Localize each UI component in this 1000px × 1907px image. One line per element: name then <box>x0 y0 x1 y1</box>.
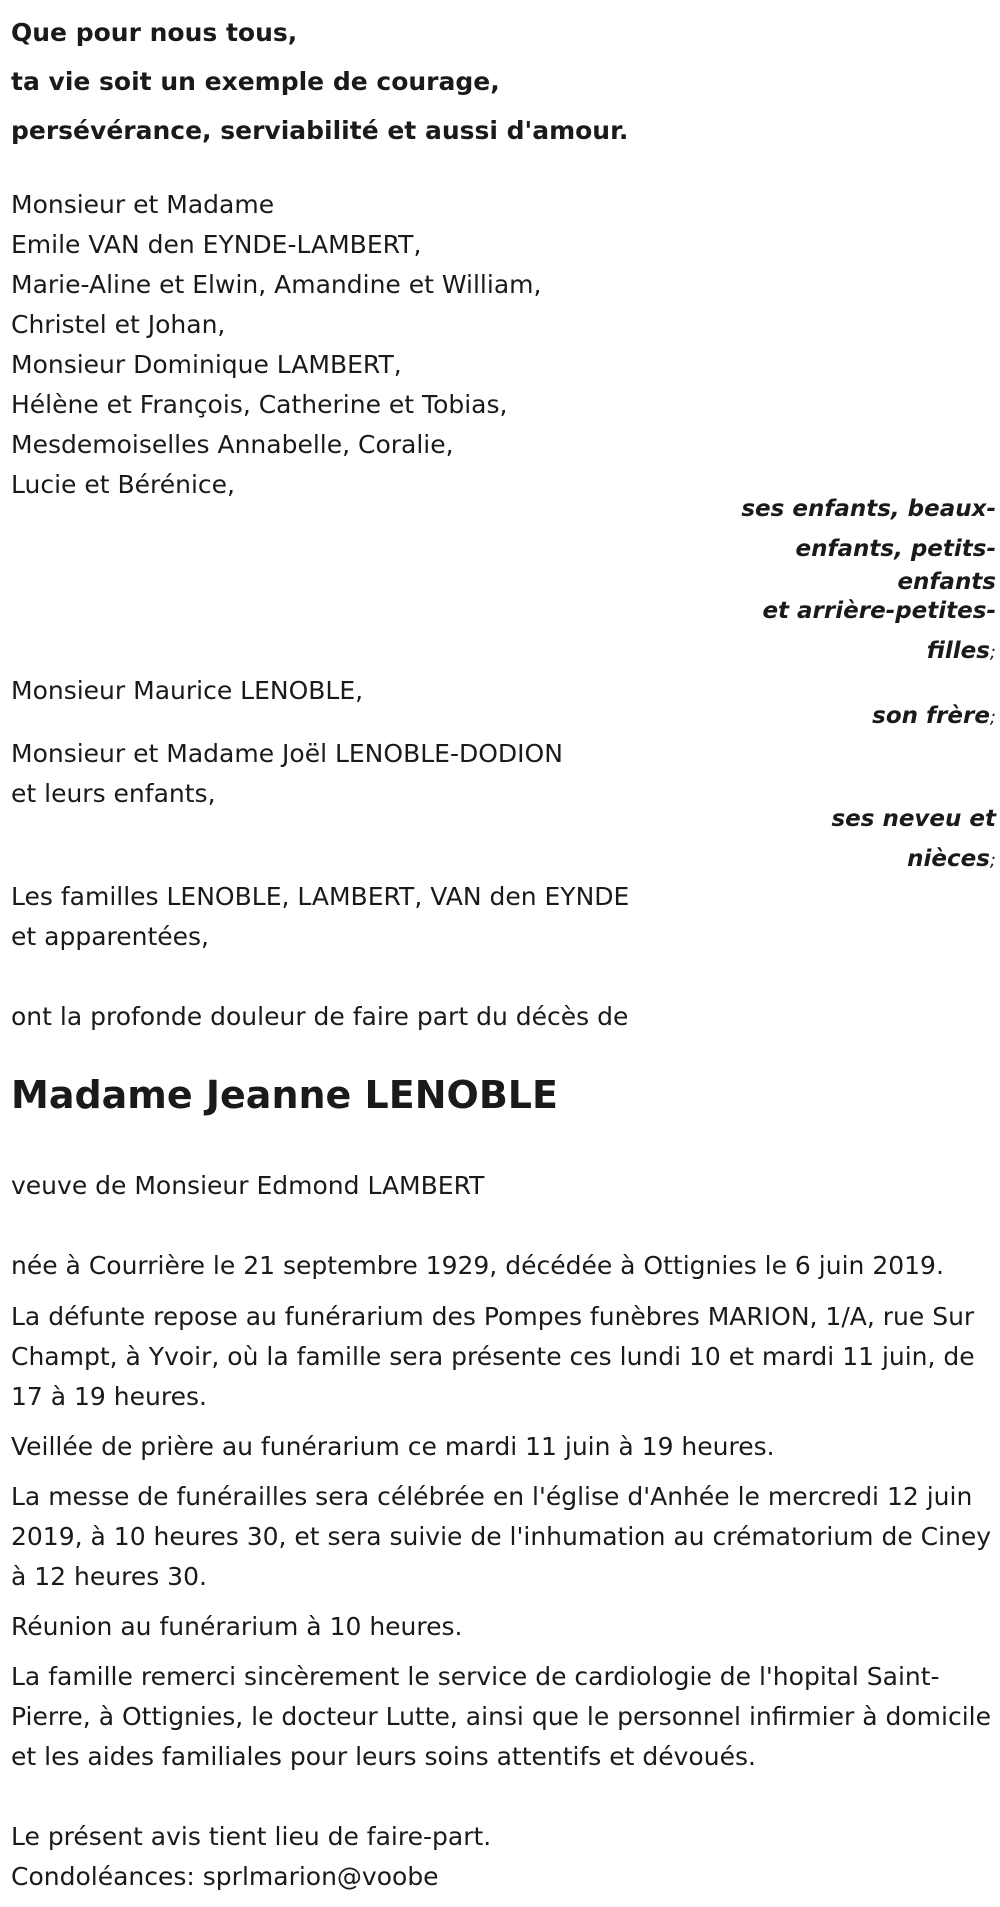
epigraph <box>11 8 996 155</box>
family-group-nephew <box>11 734 711 814</box>
closing <box>11 1817 711 1897</box>
relation-line: et arrière-petites- <box>762 598 996 624</box>
relation-children <box>696 489 996 595</box>
funerarium-details: La défunte repose au funérarium des Pompes funèbres MARION, 1/A, rue Sur Champt, à Yvoir, où la famille sera présente ces lundi 10 et mardi 11 juin, de 17 à 19 heures. <box>11 1302 975 1411</box>
meeting-info: Réunion au funérarium à 10 heures. <box>11 1612 463 1641</box>
family-group-brother <box>11 671 711 711</box>
family-line: Monsieur Maurice LENOBLE, <box>11 676 364 705</box>
thanks-paragraph: La famille remerci sincèrement le service de cardiologie de l'hopital Saint-Pierre, à Ottignies, le docteur Lutte, ainsi que le personnel infirmier à domicile et les aides familiales pour leurs soins attentifs et dévoués. <box>11 1662 991 1771</box>
semicolon: ; <box>989 642 996 663</box>
relation-line: filles <box>926 638 990 664</box>
closing-line: Le présent avis tient lieu de faire-part. <box>11 1822 492 1851</box>
family-line: Monsieur et Madame Joël LENOBLE-DODION <box>11 739 563 768</box>
deceased-name: Madame Jeanne LENOBLE <box>11 1073 558 1117</box>
family-line: Hélène et François, Catherine et Tobias, <box>11 390 508 419</box>
relation-brother <box>696 696 996 738</box>
relation-line: son frère <box>872 703 990 729</box>
family-line: Monsieur et Madame <box>11 190 275 219</box>
family-line: Les familles LENOBLE, LAMBERT, VAN den EYNDE <box>11 882 630 911</box>
family-line: et leurs enfants, <box>11 779 216 808</box>
prayer-vigil: Veillée de prière au funérarium ce mardi 11 juin à 19 heures. <box>11 1432 775 1461</box>
family-line: Mesdemoiselles Annabelle, Coralie, <box>11 430 454 459</box>
epigraph-line-2: ta vie soit un exemple de courage, <box>11 67 500 96</box>
family-line: Christel et Johan, <box>11 310 226 339</box>
condolences-line: Condoléances: sprlmarion@voobe <box>11 1862 439 1891</box>
epigraph-line-3: persévérance, serviabilité et aussi d'amour. <box>11 116 629 145</box>
relation-line: ses enfants, beaux- <box>741 496 996 522</box>
widow-of-text: veuve de Monsieur Edmond LAMBERT <box>11 1171 485 1200</box>
relation-line: enfants <box>897 569 996 595</box>
family-line: Monsieur Dominique LAMBERT, <box>11 350 402 379</box>
relation-line: nièces <box>907 846 990 872</box>
epigraph-line-1: Que pour nous tous, <box>11 18 298 47</box>
relation-great-grandchildren <box>696 591 996 673</box>
family-group-children <box>11 185 711 505</box>
announcement <box>11 997 711 1037</box>
family-line: et apparentées, <box>11 922 209 951</box>
funeral-mass: La messe de funérailles sera célébrée en l'église d'Anhée le mercredi 12 juin 2019, à 10 heures 30, et sera suivie de l'inhumation au crématorium de Ciney à 12 heures 30. <box>11 1482 992 1591</box>
family-line: Emile VAN den EYNDE-LAMBERT, <box>11 230 422 259</box>
widow-of <box>11 1166 711 1206</box>
semicolon: ; <box>989 850 996 871</box>
family-group-families <box>11 877 711 957</box>
semicolon: ; <box>989 707 996 728</box>
relation-line: enfants, petits- <box>795 536 996 562</box>
relation-line: ses neveu et <box>831 806 996 832</box>
birth-death-dates: née à Courrière le 21 septembre 1929, décédée à Ottignies le 6 juin 2019. <box>11 1251 944 1280</box>
relation-nephew <box>696 799 996 881</box>
announcement-text: ont la profonde douleur de faire part du décès de <box>11 1002 629 1031</box>
family-line: Lucie et Bérénice, <box>11 470 235 499</box>
family-line: Marie-Aline et Elwin, Amandine et William, <box>11 270 542 299</box>
